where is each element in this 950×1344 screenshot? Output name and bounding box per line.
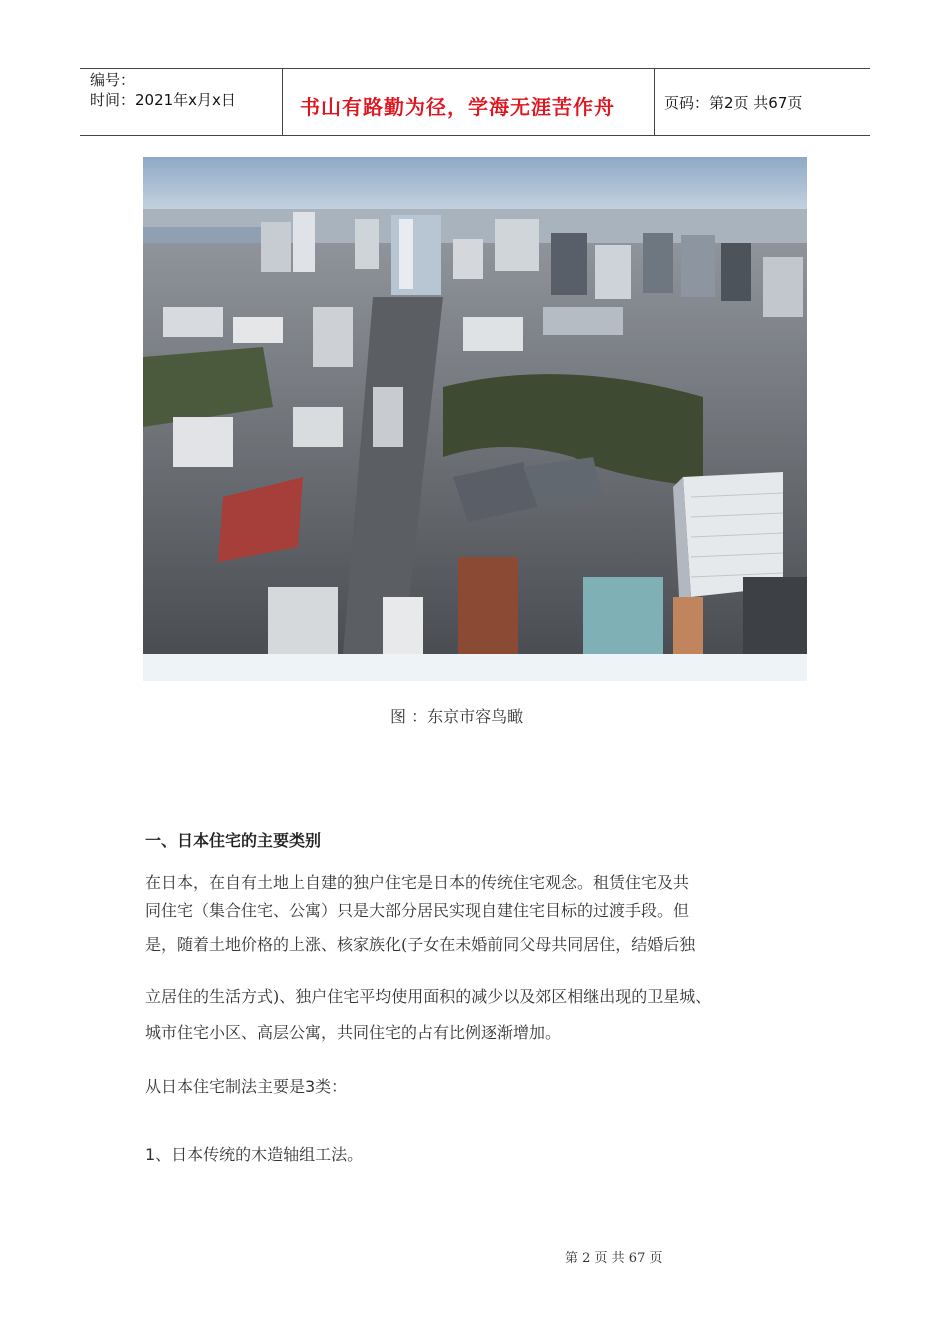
- paragraph-line: 立居住的生活方式)、独户住宅平均使用面积的减少以及郊区相继出现的卫星城、: [145, 987, 712, 1006]
- tokyo-aerial-photo: [143, 157, 807, 681]
- paragraph-line: 是，随着土地价格的上涨、核家族化(子女在未婚前同父母共同居住，结婚后独: [145, 935, 696, 954]
- header-time-label: 时间：2021年x月x日: [90, 91, 236, 109]
- paragraph-line: 同住宅（集合住宅、公寓）只是大部分居民实现自建住宅目标的过渡手段。但: [145, 901, 690, 920]
- city-illustration: [143, 157, 807, 681]
- header-number-label: 编号：: [90, 71, 136, 89]
- figure-caption: 图 ：东京市容鸟瞰: [390, 707, 524, 726]
- header-bottom-border: [80, 135, 870, 136]
- intro-line: 从日本住宅制法主要是3类：: [145, 1077, 348, 1096]
- header-top-border: [80, 68, 870, 69]
- page-footer: 第 2 页 共 67 页: [565, 1251, 663, 1266]
- section-title: 一、日本住宅的主要类别: [145, 831, 322, 850]
- header-motto: 书山有路勤为径，学海无涯苦作舟: [300, 95, 615, 119]
- header-divider-right: [654, 68, 655, 136]
- header-divider-left: [282, 68, 283, 136]
- list-item: 1、日本传统的木造轴组工法。: [145, 1145, 364, 1164]
- paragraph-line: 在日本，在自有土地上自建的独户住宅是日本的传统住宅观念。租赁住宅及共: [145, 873, 690, 892]
- header-page-info: 页码：第2页 共67页: [664, 94, 803, 112]
- paragraph-line: 城市住宅小区、高层公寓，共同住宅的占有比例逐渐增加。: [145, 1023, 562, 1042]
